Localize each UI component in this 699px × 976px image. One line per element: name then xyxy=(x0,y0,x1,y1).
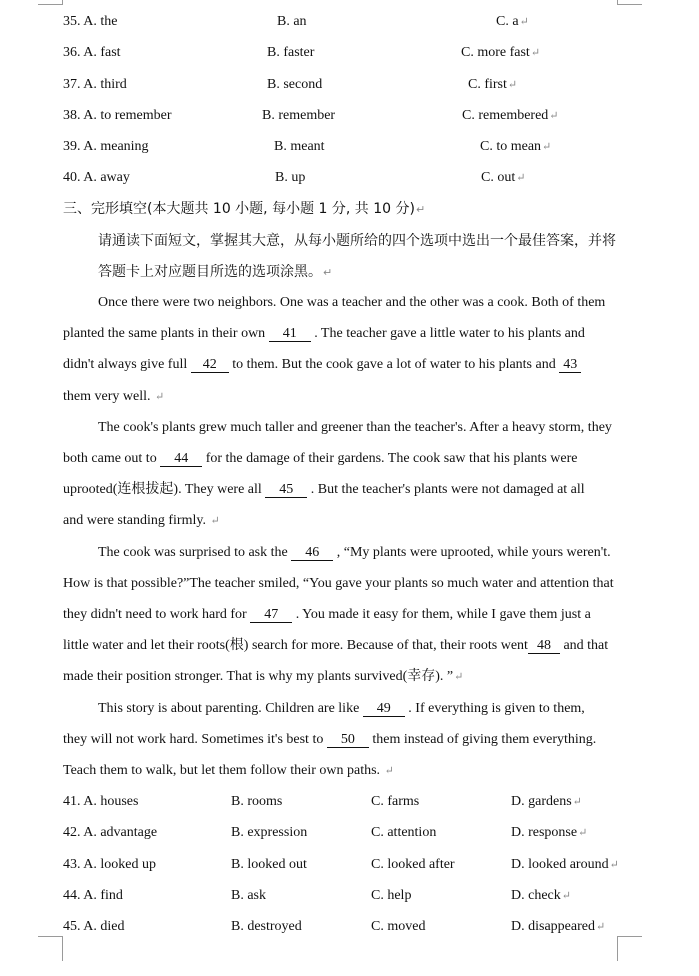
question-35: 35. A. the xyxy=(63,14,118,29)
question-45-option-c: C. moved xyxy=(371,919,426,934)
passage-p1-line2: planted the same plants in their own 41 . The teacher gave a little water to his plants and xyxy=(63,326,585,341)
question-38-option-b: B. remember xyxy=(262,108,336,123)
passage-p3-line2: How is that possible?”The teacher smiled, “You gave your plants so much water and attention that xyxy=(63,576,614,591)
instruction-line-1: 请通读下面短文，掌握其大意，从每小题所给的四个选项中选出一个最佳答案，并将 xyxy=(98,233,616,249)
question-37: 37. A. third xyxy=(63,77,127,92)
passage-p2-line2: both came out to 44 for the damage of their gardens. The cook saw that his plants were xyxy=(63,451,578,466)
question-42: 42. A. advantage xyxy=(63,825,158,840)
question-44-option-d: D. check↵ xyxy=(511,888,571,903)
question-36: 36. A. fast xyxy=(63,45,121,60)
blank-41: 41 xyxy=(269,326,311,342)
passage-p3-line4: little water and let their roots(根) search for more. Because of that, their roots went 48 and that xyxy=(63,638,609,653)
question-41-option-c: C. farms xyxy=(371,794,420,809)
question-38-option-c: C. remembered↵ xyxy=(462,108,559,123)
passage-p2-line1: The cook's plants grew much taller and greener than the teacher's. After a heavy storm, they xyxy=(98,420,612,435)
question-42-option-d: D. response↵ xyxy=(511,825,588,840)
passage-p3-line5: made their position stronger. That is why my plants survived(幸存). ”↵ xyxy=(63,669,464,684)
question-37-option-c: C. first↵ xyxy=(468,77,518,92)
blank-48: 48 xyxy=(528,638,560,654)
question-43: 43. A. looked up xyxy=(63,857,156,872)
passage-p4-line1: This story is about parenting. Children are like 49 . If everything is given to them, xyxy=(98,701,585,716)
question-44: 44. A. find xyxy=(63,888,123,903)
crop-mark-bottom-left xyxy=(38,936,63,961)
question-41: 41. A. houses xyxy=(63,794,139,809)
blank-45: 45 xyxy=(265,482,307,498)
question-40-option-c: C. out↵ xyxy=(481,170,526,185)
passage-p3-line1: The cook was surprised to ask the 46 , “My plants were uprooted, while yours weren't. xyxy=(98,545,611,560)
passage-p3-line3: they didn't need to work hard for 47 . You made it easy for them, while I gave them just a xyxy=(63,607,591,622)
question-42-option-b: B. expression xyxy=(231,825,308,840)
blank-44: 44 xyxy=(160,451,202,467)
question-39: 39. A. meaning xyxy=(63,139,149,154)
blank-46: 46 xyxy=(291,545,333,561)
question-39-option-c: C. to mean↵ xyxy=(480,139,552,154)
question-45: 45. A. died xyxy=(63,919,125,934)
question-43-option-c: C. looked after xyxy=(371,857,455,872)
crop-mark-top-left xyxy=(38,0,63,5)
passage-p4-line2: they will not work hard. Sometimes it's best to 50 them instead of giving them everything. xyxy=(63,732,597,747)
crop-mark-bottom-right xyxy=(617,936,642,961)
question-40-option-b: B. up xyxy=(275,170,306,185)
blank-43: 43 xyxy=(559,357,581,373)
blank-47: 47 xyxy=(250,607,292,623)
question-42-option-c: C. attention xyxy=(371,825,437,840)
blank-42: 42 xyxy=(191,357,229,373)
passage-p2-line3: uprooted(连根拔起). They were all 45 . But the teacher's plants were not damaged at all xyxy=(63,482,585,497)
passage-p1-line4: them very well. ↵ xyxy=(63,389,165,404)
passage-p4-line3: Teach them to walk, but let them follow their own paths. ↵ xyxy=(63,763,394,778)
question-43-option-d: D. looked around↵ xyxy=(511,857,619,872)
question-35-option-c: C. a↵ xyxy=(496,14,529,29)
crop-mark-top-right xyxy=(617,0,642,5)
question-44-option-b: B. ask xyxy=(231,888,266,903)
question-41-option-d: D. gardens↵ xyxy=(511,794,582,809)
question-37-option-b: B. second xyxy=(267,77,323,92)
passage-p1-line3: didn't always give full 42 to them. But the cook gave a lot of water to his plants and 43 xyxy=(63,356,581,374)
question-40: 40. A. away xyxy=(63,170,130,185)
question-38: 38. A. to remember xyxy=(63,108,172,123)
question-36-option-b: B. faster xyxy=(267,45,315,60)
instruction-line-2: 答题卡上对应题目所选的选项涂黑。↵ xyxy=(98,264,333,280)
question-45-option-b: B. destroyed xyxy=(231,919,302,934)
question-36-option-c: C. more fast↵ xyxy=(461,45,541,60)
question-44-option-c: C. help xyxy=(371,888,412,903)
question-45-option-d: D. disappeared↵ xyxy=(511,919,606,934)
question-39-option-b: B. meant xyxy=(274,139,325,154)
question-35-option-b: B. an xyxy=(277,14,307,29)
question-41-option-b: B. rooms xyxy=(231,794,283,809)
section-title: 三、完形填空(本大题共 10 小题, 每小题 1 分, 共 10 分)↵ xyxy=(63,201,426,217)
passage-p1-line1: Once there were two neighbors. One was a teacher and the other was a cook. Both of them xyxy=(98,295,606,310)
question-43-option-b: B. looked out xyxy=(231,857,307,872)
blank-50: 50 xyxy=(327,732,369,748)
blank-49: 49 xyxy=(363,701,405,717)
passage-p2-line4: and were standing firmly. ↵ xyxy=(63,513,220,528)
